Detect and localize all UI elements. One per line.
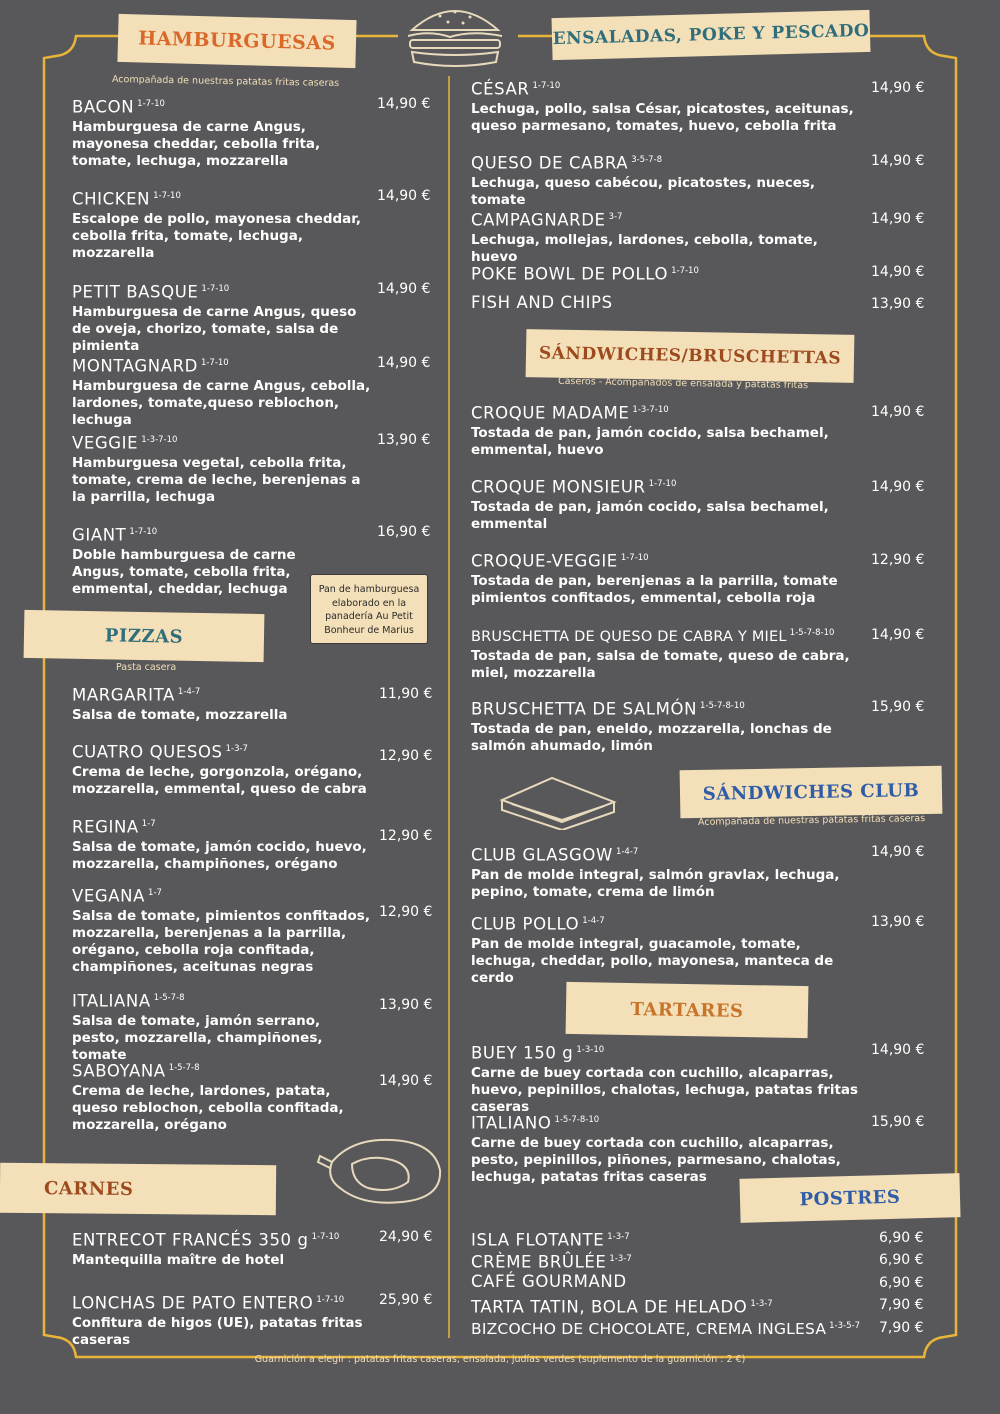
item-price: 14,90 € [871,404,925,420]
item-name: CROQUE MONSIEUR [471,477,646,497]
tartares-banner [566,982,809,1038]
item-name: CROQUE-VEGGIE [471,551,618,571]
item-allergens: 1-5-7-8 [153,993,185,1003]
item-description: Tostada de pan, eneldo, mozzarella, lonchas de salmón ahumado, limón [471,720,832,754]
item-allergens: 1-7-10 [153,191,181,201]
menu-item [471,548,866,607]
menu-item [471,1110,866,1186]
item-allergens: 1-4-7 [177,687,201,697]
menu-item [72,1290,382,1349]
item-name: BACON [72,97,135,117]
sandwiches-title: SÁNDWICHES/BRUSCHETTAS [538,343,842,369]
item-name: BRUSCHETTA DE SALMÓN [471,699,698,719]
sandwiches-subtitle: Caseros - Acompañados de ensalada y patatas fritas [557,375,809,392]
menu-item [72,682,372,724]
item-name: ITALIANA [72,991,151,1011]
item-name: FISH AND CHIPS [471,293,613,312]
item-price: 13,90 € [379,997,433,1013]
item-description: Mantequilla maître de hotel [72,1251,285,1268]
item-name: VEGGIE [72,433,139,453]
item-price: 15,90 € [871,699,925,715]
item-price: 7,90 € [879,1297,924,1313]
item-name: ISLA FLOTANTE [471,1230,605,1250]
item-allergens: 1-7-10 [201,284,230,294]
item-price: 14,90 € [377,96,431,112]
item-price: 12,90 € [379,748,433,764]
item-price: 12,90 € [871,552,925,568]
menu-item [471,842,866,901]
menu-item [471,293,866,313]
sandwich-sketch-icon [492,770,622,830]
hamburguesas-title: HAMBURGUESAS [137,27,337,55]
menu-item [72,988,372,1064]
ham-sketch-icon [312,1132,452,1207]
club-title: SÁNDWICHES CLUB [702,779,920,805]
item-allergens: 1-5-7-8-10 [700,701,745,711]
item-name: POKE BOWL DE POLLO [471,264,669,284]
item-description: Lechuga, mollejas, lardones, cebolla, tomate, huevo [471,231,818,265]
item-price: 6,90 € [879,1275,924,1291]
menu-item [471,696,866,755]
item-price: 12,90 € [379,828,433,844]
item-description: Escalope de pollo, mayonesa cheddar, cebolla frita, tomate, lechuga, mozzarella [72,210,362,261]
item-price: 11,90 € [379,686,433,702]
item-name: VEGANA [72,886,146,906]
burger-sketch-icon [400,0,510,70]
item-description: Salsa de tomate, jamón cocido, huevo, mozzarella, champiñones, orégano [72,838,367,872]
menu-item [471,911,866,987]
item-price: 14,90 € [379,1073,433,1089]
item-description: Crema de leche, gorgonzola, orégano, mozzarella, emmental, queso de cabra [72,763,367,797]
item-price: 14,90 € [377,281,431,297]
item-description: Tostada de pan, jamón cocido, salsa bechamel, emmental, huevo [471,424,829,458]
item-description: Pan de molde integral, salmón gravlax, lechuga, pepino, tomate, crema de limón [471,866,840,900]
item-name: LONCHAS DE PATO ENTERO [72,1293,314,1313]
item-price: 16,90 € [377,524,431,540]
item-allergens: 1-7-10 [200,358,229,368]
item-price: 13,90 € [871,914,925,930]
item-price: 14,90 € [377,188,431,204]
menu-item [72,94,372,170]
item-name: MONTAGNARD [72,356,198,376]
item-allergens: 1-3-7 [607,1232,630,1242]
tartares-title: TARTARES [630,998,744,1022]
item-price: 14,90 € [871,264,925,280]
item-allergens: 3-7 [608,212,623,222]
item-name: CROQUE MADAME [471,403,630,423]
menu-item [471,1294,866,1318]
club-banner [680,766,943,819]
item-name: TARTA TATIN, BOLA DE HELADO [471,1297,748,1317]
menu-item [471,1316,876,1339]
item-price: 7,90 € [879,1320,924,1336]
menu-item [72,279,372,355]
hamburguesas-subtitle: Acompañada de nuestras patatas fritas caseras [111,74,340,89]
item-allergens: 1-5-7-8-10 [554,1115,600,1125]
menu-item [72,739,372,798]
item-allergens: 3-5-7-8 [631,155,663,165]
item-description: Tostada de pan, jamón cocido, salsa bechamel, emmental [471,498,829,532]
item-name: SABOYANA [72,1061,166,1081]
pizzas-title: PIZZAS [104,624,184,648]
bread-note: Pan de hamburguesa elaborado en la panadería Au Petit Bonheur de Marius [310,574,428,644]
item-allergens: 1-4-7 [615,847,639,857]
item-name: GIANT [72,525,127,545]
menu-item [471,1040,871,1116]
item-price: 13,90 € [377,432,431,448]
item-name: ITALIANO [471,1113,552,1133]
menu-item [72,814,372,873]
item-price: 14,90 € [871,627,925,643]
item-name: BUEY [471,1043,518,1063]
item-description: Carne de buey cortada con cuchillo, alcaparras, pesto, pepinillos, piñones, parmesano, chalotas, lechuga, patatas fritas caseras [471,1134,841,1185]
item-description: Hamburguesa de carne Angus, queso de oveja, chorizo, tomate, salsa de pimienta [72,303,357,354]
item-allergens: 1-7-10 [671,266,699,276]
menu-item [72,1227,372,1269]
menu-item [72,522,334,598]
item-allergens: 1-5-7-8-10 [789,628,835,638]
item-allergens: 1-3-10 [576,1045,605,1055]
item-allergens: 1-3-7-10 [632,405,669,415]
item-price: 14,90 € [871,1042,925,1058]
item-name: CLUB GLASGOW [471,845,613,865]
menu-item [471,76,866,135]
item-description: Crema de leche, lardones, patata, queso reblochon, cebolla confitada, mozzarella, orégano [72,1082,344,1133]
menu-item [72,1058,372,1134]
item-price: 14,90 € [871,80,925,96]
item-price: 15,90 € [871,1114,925,1130]
item-price: 13,90 € [871,296,925,312]
item-name: ENTRECOT FRANCÉS 350 g [72,1230,309,1250]
postres-title: POSTRES [799,1186,901,1210]
item-name: CRÈME BRÛLÉE [471,1252,607,1272]
item-description: Hamburguesa de carne Angus, cebolla, lardones, tomate,queso reblochon, lechuga [72,377,371,428]
menu-item [471,207,866,266]
item-description: Salsa de tomate, jamón serrano, pesto, mozzarella, champiñones, tomate [72,1012,323,1063]
item-allergens: 1-7-10 [316,1295,345,1305]
item-description: Doble hamburguesa de carne Angus, tomate, cebolla frita, emmental, cheddar, lechuga [72,546,296,597]
item-name: QUESO DE CABRA [471,153,629,173]
menu-item [471,1249,866,1273]
item-allergens: 1-3-5-7 [829,1321,860,1331]
item-allergens: 1-7-10 [137,99,165,109]
item-name: CUATRO QUESOS [72,742,223,762]
menu-item [72,430,372,506]
item-allergens: 1-3-7-10 [141,435,178,445]
item-price: 12,90 € [379,904,433,920]
item-description: Carne de buey cortada con cuchillo, alcaparras, huevo, pepinillos, chalotas, lechuga, patatas fritas caseras [471,1064,859,1115]
item-description: Salsa de tomate, pimientos confitados, mozzarella, berenjenas a la parrilla, orégano, cebolla roja confitada, champiñones, aceitunas negras [72,907,370,975]
item-description: Tostada de pan, berenjenas a la parrilla, tomate pimientos confitados, emmental, cebolla roja [471,572,838,606]
item-price: 14,90 € [871,211,925,227]
menu-item [471,1227,866,1251]
item-name: REGINA [72,817,139,837]
ensaladas-banner [552,10,871,60]
item-description: Hamburguesa de carne Angus, mayonesa cheddar, cebolla frita, tomate, lechuga, mozzarella [72,118,321,169]
menu-item [471,1272,866,1292]
item-description: Pan de molde integral, guacamole, tomate, lechuga, cheddar, pollo, mayonesa, manteca de cerdo [471,935,834,986]
item-name: CHICKEN [72,189,151,209]
item-description: Hamburguesa vegetal, cebolla frita, tomate, crema de leche, berenjenas a la parrilla, lechuga [72,454,361,505]
item-name: CAMPAGNARDE [471,210,606,230]
item-description: Confitura de higos (UE), patatas fritas caseras [72,1314,363,1348]
sandwiches-banner [526,329,855,383]
menu-item [471,400,866,459]
item-price: 24,90 € [379,1229,433,1245]
item-name: CLUB POLLO [471,914,580,934]
menu-item [72,883,372,976]
menu-item [471,261,866,285]
pizzas-subtitle: Pasta casera [116,662,177,673]
pizzas-banner [24,610,265,662]
item-allergens: 1-5-7-8 [168,1063,200,1073]
item-price: 6,90 € [879,1230,924,1246]
item-name: BIZCOCHO DE CHOCOLATE, CREMA INGLESA [471,1320,827,1339]
item-allergens: 1-3-7 [609,1254,632,1264]
item-allergens: 1-7-10 [648,479,677,489]
item-price: 6,90 € [879,1252,924,1268]
item-description: Salsa de tomate, mozzarella [72,706,288,723]
item-price: 14,90 € [377,355,431,371]
item-name: PETIT BASQUE [72,282,199,302]
menu-item [471,623,866,682]
item-name: MARGARITA [72,685,175,705]
item-description: Lechuga, queso cabécou, picatostes, nueces, tomate [471,174,816,208]
item-description: Lechuga, pollo, salsa César, picatostes, aceitunas, queso parmesano, tomates, huevo, cebolla frita [471,100,854,134]
carnes-title: CARNES [43,1177,134,1200]
ensaladas-title: ENSALADAS, POKE Y PESCADO [552,20,870,50]
item-price: 14,90 € [871,153,925,169]
item-price: 14,90 € [871,479,925,495]
menu-item [72,186,372,262]
item-allergens: 1-3-7 [750,1299,773,1309]
item-weight: 150 g [523,1043,574,1063]
item-price: 25,90 € [379,1292,433,1308]
item-allergens: 1-7 [148,888,162,898]
garnish-footer: Guarnición a elegir : patatas fritas caseras, ensalada, judías verdes (suplemento de la guarnición : 2 €) [254,1354,746,1365]
item-allergens: 1-7-10 [532,81,561,91]
item-allergens: 1-7 [141,819,156,829]
carnes-banner [0,1163,276,1215]
item-name: BRUSCHETTA DE QUESO DE CABRA Y MIEL [471,628,787,645]
club-subtitle: Acompañada de nuestras patatas fritas caseras [697,813,926,828]
item-name: CAFÉ GOURMAND [471,1272,627,1291]
menu-item [471,474,866,533]
item-allergens: 1-3-7 [225,744,248,754]
item-allergens: 1-4-7 [582,916,605,926]
item-price: 14,90 € [871,844,925,860]
item-description: Tostada de pan, salsa de tomate, queso de cabra, miel, mozzarella [471,647,850,681]
menu-item [72,353,372,429]
menu-item [471,150,866,209]
item-allergens: 1-7-10 [311,1232,340,1242]
hamburguesas-banner [117,14,356,68]
item-allergens: 1-7-10 [129,527,158,537]
item-name: CÉSAR [471,79,530,99]
item-allergens: 1-7-10 [620,553,649,563]
